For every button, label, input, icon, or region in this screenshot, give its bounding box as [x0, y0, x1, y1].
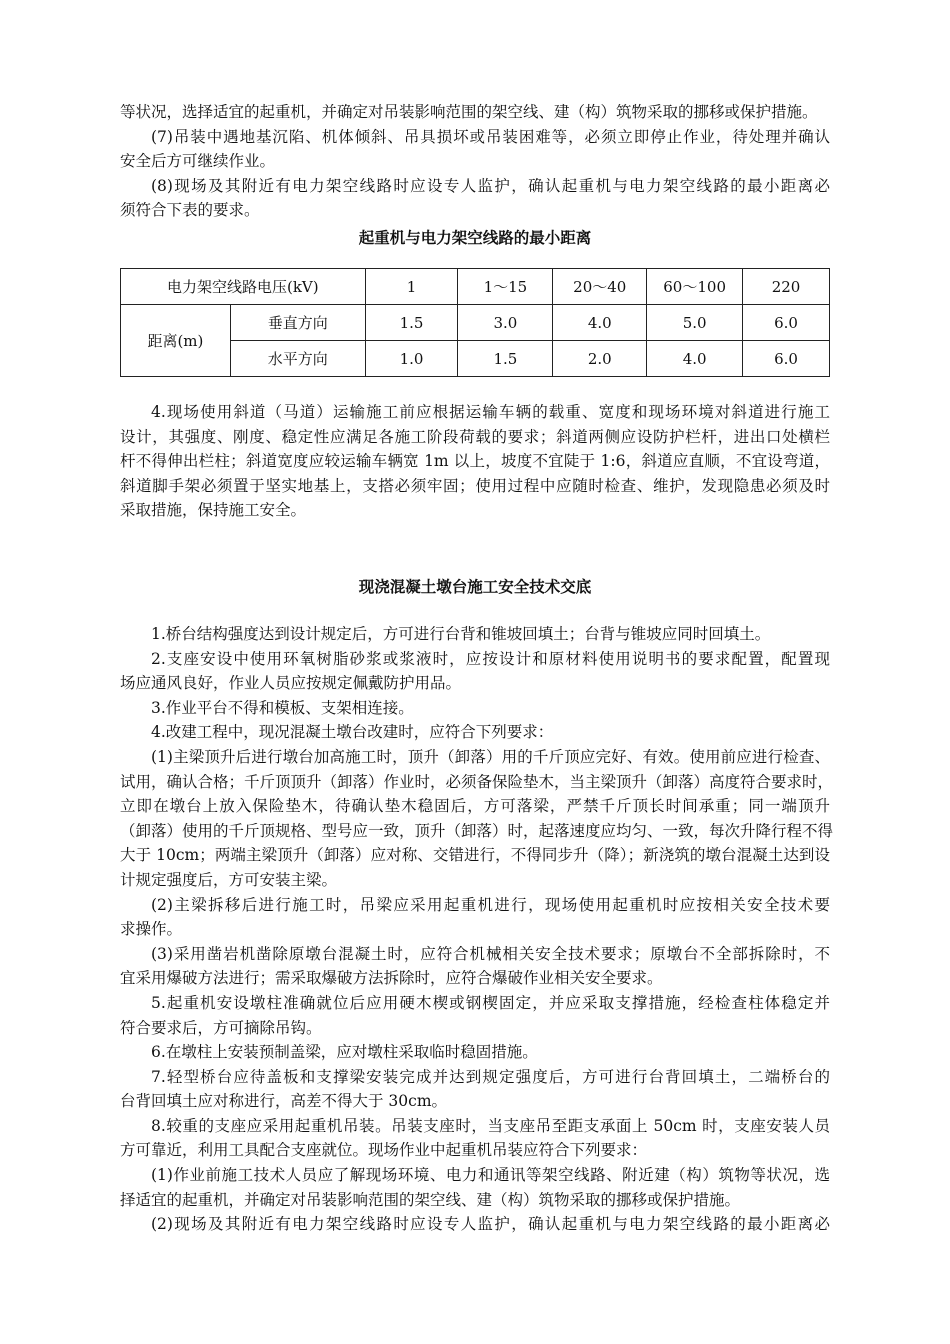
voltage-cell: 220	[743, 269, 830, 305]
header-voltage-label: 电力架空线路电压(kV)	[121, 269, 366, 305]
text-line: 3.作业平台不得和模板、支架相连接。	[151, 698, 414, 717]
text-line: 场应通风良好，作业人员应按规定佩戴防护用品。	[120, 674, 462, 693]
text-line: 宜采用爆破方法进行；需采取爆破方法拆除时，应符合爆破作业相关安全要求。	[120, 969, 663, 988]
row-label: 垂直方向	[230, 305, 365, 341]
text-line: 大于 10cm；两端主梁顶升（卸落）应对称、交错进行，不得同步升（降）；新浇筑的墩台混凝土达到设	[120, 846, 830, 865]
text-line: 斜道脚手架必须置于坚实地基上，支搭必须牢固；使用过程中应随时检查、维护，发现隐患必须及时	[120, 476, 830, 495]
voltage-cell: 1	[365, 269, 458, 305]
text-line: (2)现场及其附近有电力架空线路时应设专人监护，确认起重机与电力架空线路的最小距离必	[151, 1215, 830, 1234]
text-line: 5.起重机安设墩柱准确就位后应用硬木楔或钢楔固定，并应采取支撑措施，经检查柱体稳定并	[151, 993, 830, 1012]
text-line: (3)采用凿岩机凿除原墩台混凝土时，应符合机械相关安全技术要求；原墩台不全部拆除时，不	[151, 944, 830, 963]
table-row-voltage	[121, 269, 830, 305]
text-line: 试用，确认合格；千斤顶顶升（卸落）作业时，必须备保险垫木，当主梁顶升（卸落）高度符合要求时，	[120, 772, 834, 791]
table-title: 起重机与电力架空线路的最小距离	[358, 229, 592, 247]
text-line: 8.较重的支座应采用起重机吊装。吊装支座时，当支座吊至距支承面上 50cm 时，支座安装人员	[151, 1116, 830, 1135]
row-label: 水平方向	[230, 341, 365, 377]
distance-cell: 1.5	[365, 305, 458, 341]
text-line: 符合要求后，方可摘除吊钩。	[120, 1018, 322, 1037]
text-line: 台背回填土应对称进行，高差不得大于 30cm。	[120, 1092, 448, 1111]
text-line: 7.轻型桥台应待盖板和支撑梁安装完成并达到规定强度后，方可进行台背回填土，二端桥台的	[151, 1067, 830, 1086]
text-line: 等状况，选择适宜的起重机，并确定对吊装影响范围的架空线、建（构）筑物采取的挪移或保护措施。	[120, 103, 818, 121]
text-line: (7)吊装中遇地基沉陷、机体倾斜、吊具损坏或吊装困难等，必须立即停止作业，待处理并确认	[151, 127, 830, 146]
text-line: 求操作。	[120, 920, 183, 939]
distance-cell: 2.0	[553, 341, 647, 377]
voltage-cell: 20～40	[553, 269, 647, 305]
distance-cell: 6.0	[743, 305, 830, 341]
text-line: 6.在墩柱上安装预制盖梁，应对墩柱采取临时稳固措施。	[151, 1043, 538, 1062]
distance-cell: 3.0	[458, 305, 553, 341]
paragraph-block-ramp	[120, 400, 830, 523]
distance-cell: 5.0	[647, 305, 743, 341]
text-line: (2)主梁拆移后进行施工时，吊梁应采用起重机进行，现场使用起重机时应按相关安全技术要	[151, 895, 830, 914]
voltage-cell: 60～100	[647, 269, 743, 305]
text-line: 设计，其强度、刚度、稳定性应满足各施工阶段荷载的要求；斜道两侧应设防护栏杆，进出口处横栏	[120, 427, 830, 446]
paragraph-block-pier-construction	[120, 622, 834, 1237]
text-line: 立即在墩台上放入保险垫木，待确认垫木稳固后，方可落梁，严禁千斤顶长时间承重；同一端顶升	[120, 797, 830, 816]
distance-cell: 6.0	[743, 341, 830, 377]
text-line: (1)作业前施工技术人员应了解现场环境、电力和通讯等架空线路、附近建（构）筑物等状况，选	[151, 1166, 830, 1185]
distance-cell: 1.0	[365, 341, 458, 377]
table-row-vertical	[121, 305, 830, 341]
text-line: 计规定强度后，方可安装主梁。	[120, 870, 338, 889]
distance-group-label: 距离(m)	[121, 305, 231, 377]
text-line: 4.改建工程中，现况混凝土墩台改建时，应符合下列要求：	[151, 723, 554, 742]
section-title: 现浇混凝土墩台施工安全技术交底	[358, 578, 592, 596]
text-line: 2.支座安设中使用环氧树脂砂浆或浆液时，应按设计和原材料使用说明书的要求配置，配置现	[151, 649, 830, 668]
text-line: 须符合下表的要求。	[120, 201, 260, 220]
distance-cell: 4.0	[553, 305, 647, 341]
text-line: 杆不得伸出栏柱；斜道宽度应较运输车辆宽 1m 以上，坡度不宜陡于 1:6，斜道应直顺，不宜设弯道，	[120, 452, 830, 471]
text-line: (8)现场及其附近有电力架空线路时应设专人监护，确认起重机与电力架空线路的最小距离必	[151, 176, 830, 195]
text-line: 方可靠近，利用工具配合支座就位。现场作业中起重机吊装应符合下列要求：	[120, 1141, 648, 1160]
distance-cell: 4.0	[647, 341, 743, 377]
text-line: 择适宜的起重机，并确定对吊装影响范围的架空线、建（构）筑物采取的挪移或保护措施。	[120, 1190, 741, 1209]
text-line: (1)主梁顶升后进行墩台加高施工时，顶升（卸落）用的千斤顶应完好、有效。使用前应进行检查、	[151, 747, 830, 766]
text-line: （卸落）使用的千斤顶规格、型号应一致，顶升（卸落）时，起落速度应均匀、一致，每次升降行程不得	[120, 821, 834, 840]
distance-cell: 1.5	[458, 341, 553, 377]
text-line: 安全后方可继续作业。	[120, 152, 276, 171]
paragraph-block-crane-requirements	[120, 100, 830, 223]
min-distance-table	[120, 268, 830, 377]
voltage-cell: 1～15	[458, 269, 553, 305]
text-line: 4.现场使用斜道（马道）运输施工前应根据运输车辆的载重、宽度和现场环境对斜道进行施工	[151, 403, 830, 421]
text-line: 采取措施，保持施工安全。	[120, 501, 307, 520]
text-line: 1.桥台结构强度达到设计规定后，方可进行台背和锥坡回填土；台背与锥坡应同时回填土。	[151, 625, 771, 643]
